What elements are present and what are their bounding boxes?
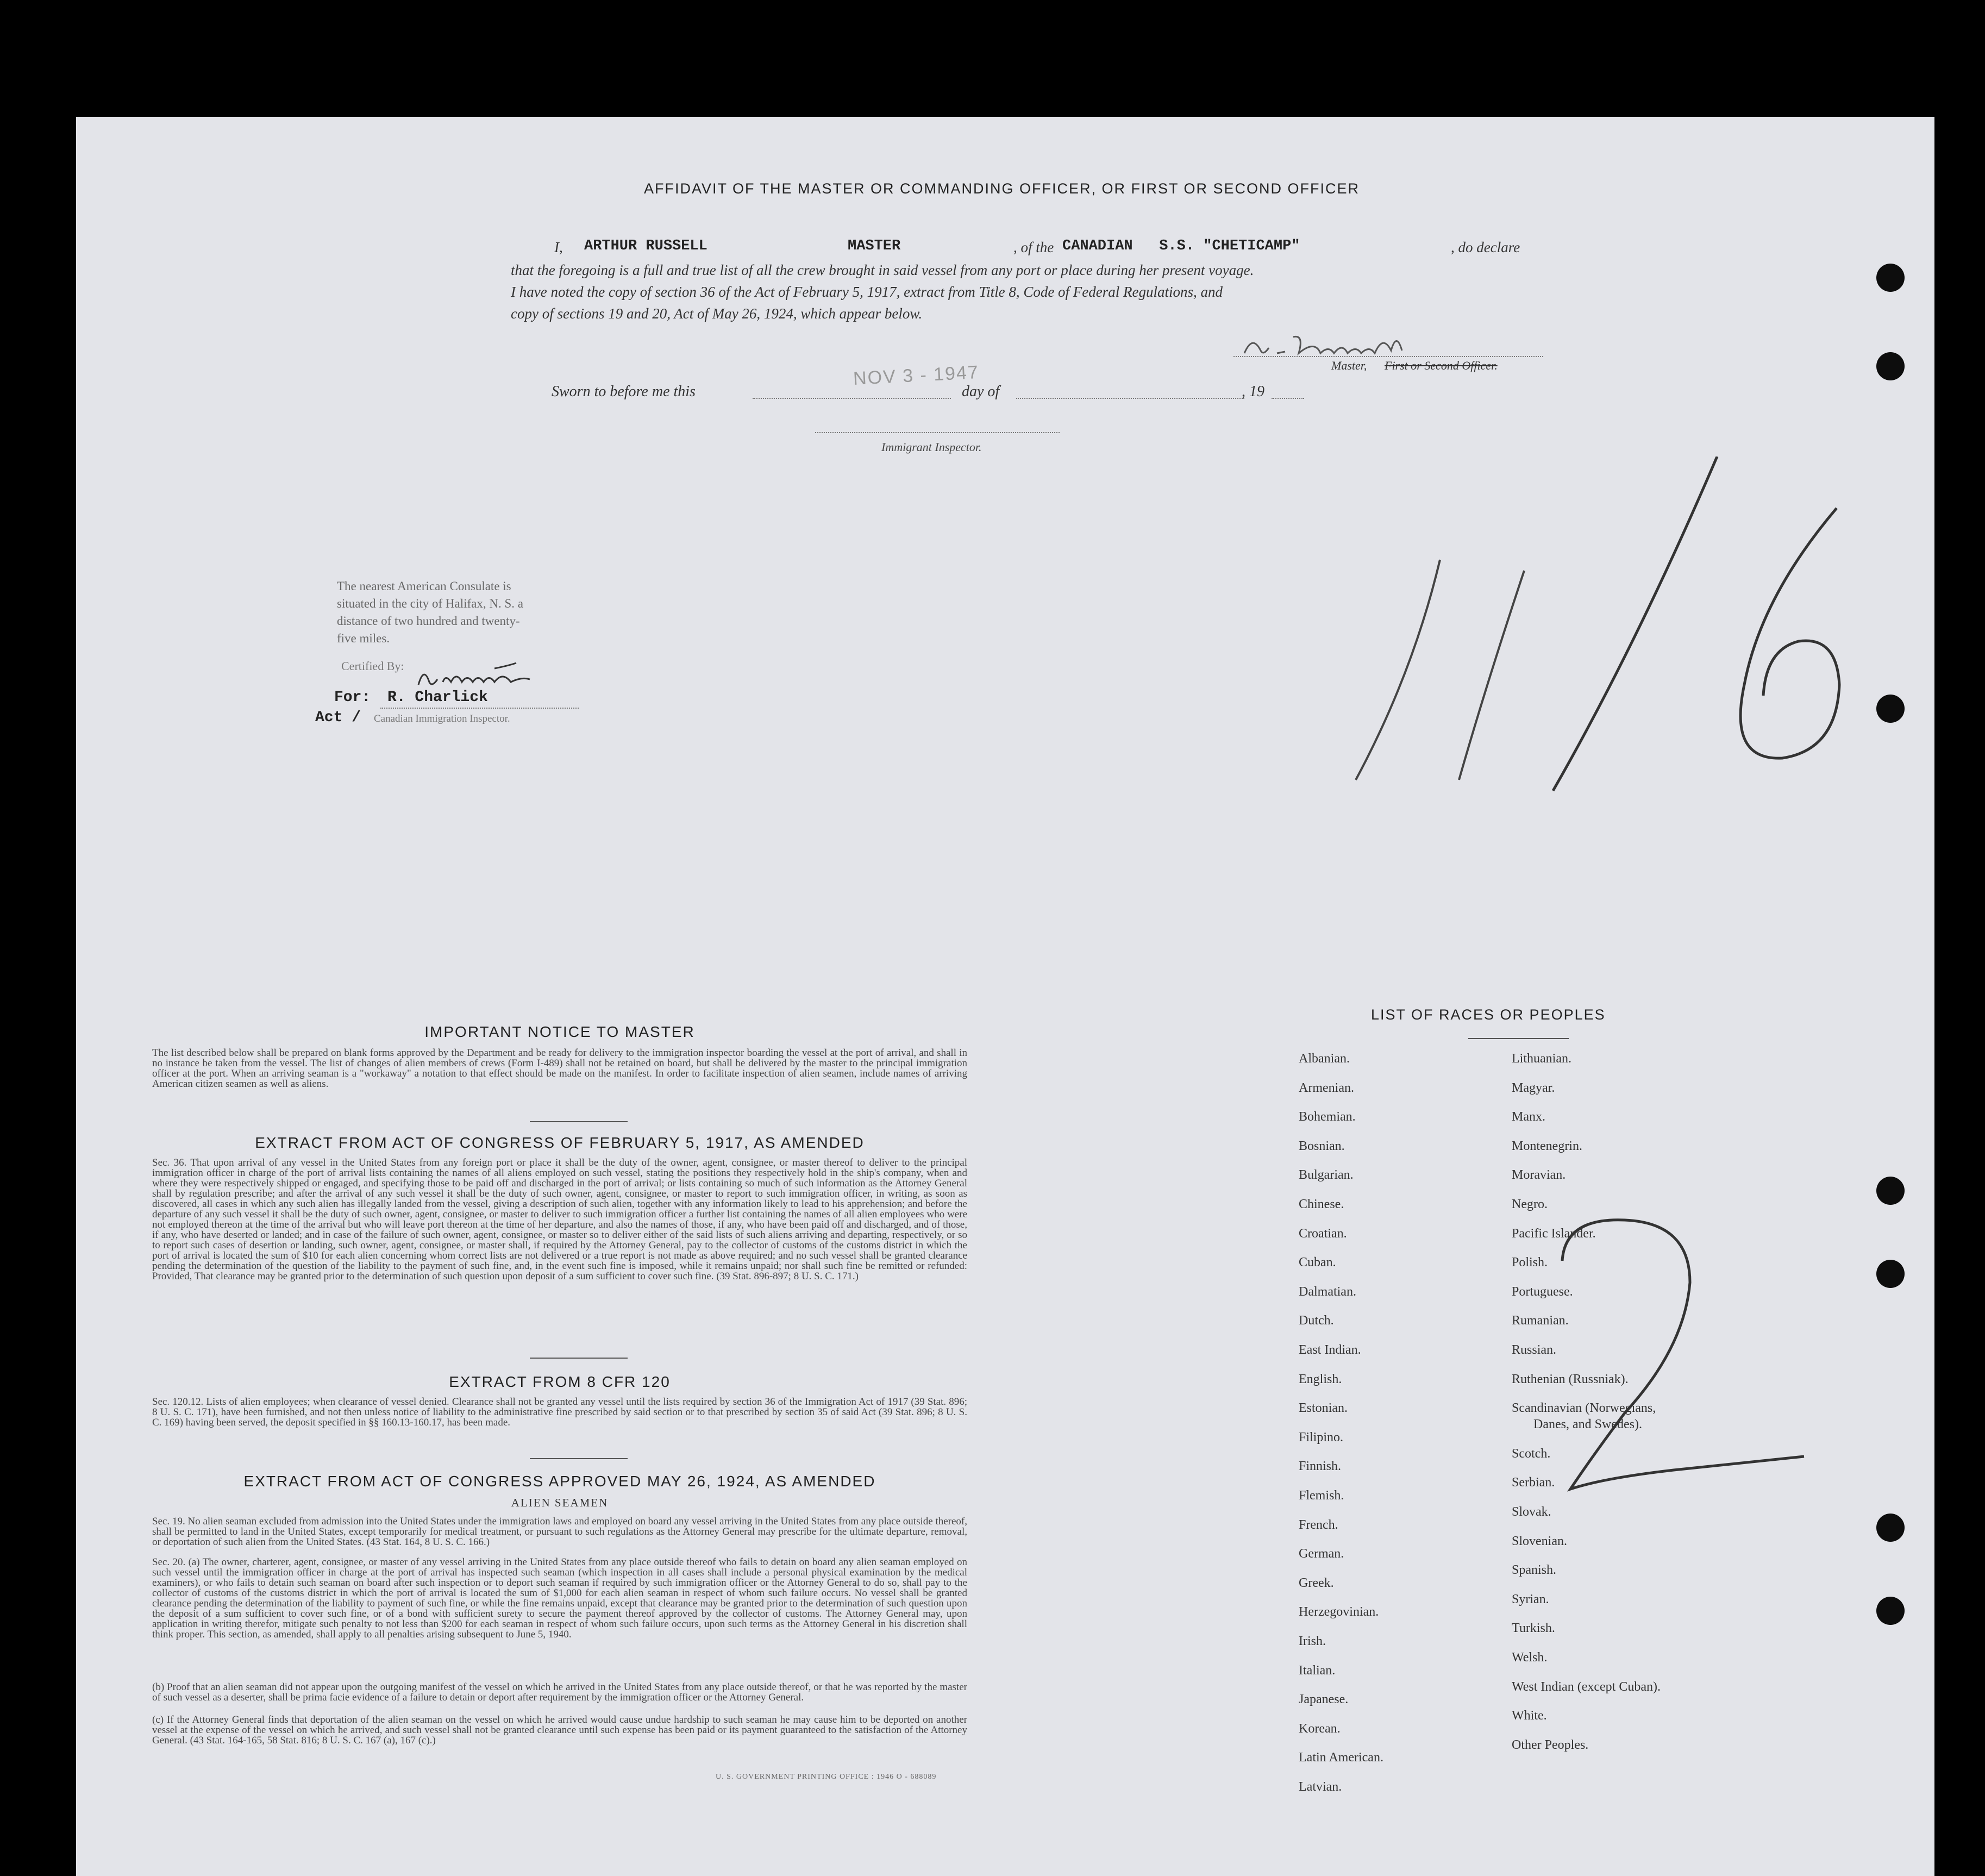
binder-hole [1876,264,1905,292]
race-list-item: Bohemian. [1299,1110,1356,1124]
race-list-item: Bosnian. [1299,1139,1345,1153]
race-list-item: Montenegrin. [1512,1139,1582,1153]
race-list-item: French. [1299,1517,1338,1532]
race-list-item: Danes, and Swedes). [1533,1417,1642,1432]
extract-8cfr-body: Sec. 120.12. Lists of alien employees; when clearance of vessel denied. Clearance shall not be granted any vessel until the lists required by section 36 of the Immigration Act of 1917 (39 Stat. 896; 8 U. S. C. 171), have been furnished, and not then unless notice of liability to the administrative fine prescribed by said section or to that prescribed by section 35 of said Act (39 Stat. 896; 8 U. S. C. 169) having been served, the deposit specified in §§ 160.13-160.17, has been made. [152,1396,967,1428]
race-list-item: Japanese. [1299,1692,1349,1707]
race-list-item: Welsh. [1512,1650,1548,1665]
race-list-item: Scandinavian (Norwegians, [1512,1401,1656,1416]
race-list-item: Greek. [1299,1575,1334,1590]
vessel-name: CANADIAN S.S. "CHETICAMP" [1062,238,1300,254]
race-list-item: Chinese. [1299,1197,1344,1211]
divider [1468,1038,1569,1039]
struck-officer-label: First or Second Officer. [1385,359,1498,372]
extract-1924-title: EXTRACT FROM ACT OF CONGRESS APPROVED MAY 26, 1924, AS AMENDED [243,1473,876,1490]
race-list-item: Pacific Islander. [1512,1226,1596,1241]
handwritten-number [1348,457,1858,826]
inspector-label: Immigrant Inspector. [881,440,982,454]
race-list-item: Latin American. [1299,1750,1383,1765]
race-list-item: Finnish. [1299,1459,1342,1474]
sec20c-body: (c) If the Attorney General finds that deportation of the alien seaman on the vessel on which he arrived would cause undue hardship to such seaman he may cause him to be deported on another vessel at the expense of the vessel on which he arrived, and such vessel shall not be granted clearance until such expense has been paid or its payment guaranteed to the satisfaction of the Attorney General. (43 Stat. 164-165, 58 Stat. 816; 8 U. S. C. 167 (a), 167 (c).) [152,1714,967,1746]
race-list-item: Dutch. [1299,1314,1334,1328]
do-declare-label: , do declare [1451,239,1520,255]
sworn-label: Sworn to before me this [552,383,696,400]
race-list-item: Rumanian. [1512,1314,1569,1328]
race-list-item: Magyar. [1512,1080,1555,1095]
race-list-item: Croatian. [1299,1226,1347,1241]
signature-line [1233,356,1543,357]
race-list-item: Ruthenian (Russniak). [1512,1372,1629,1386]
race-list-item: Spanish. [1512,1563,1557,1578]
binder-hole [1876,695,1905,723]
sec20a-body: Sec. 20. (a) The owner, charterer, agent, consignee, or master of any vessel arriving in the United States from any place outside thereof who fails to detain on board any alien seaman employed on such vessel until the immigration officer in charge at the port of arrival has inspected such seaman (which inspection in all cases shall include a personal physical examination by the medical examiners), or who fails to detain such seaman on board after such inspection or to deport such seaman if required by such immigration officer or the Attorney General to do so, shall pay to the collector of customs of the customs district in which the port of arrival is located the sum of $1,000 for each alien seaman in respect of whom such failure occurs. No vessel shall be granted clearance pending the determination of the liability to payment of such fine, or while the fine remains unpaid, except that clearance may be granted prior to the determination of such question upon the deposit of a sum sufficient to cover such fine, or of a bond with sufficient surety to secure the payment thereof approved by the collector of customs. The Attorney General may, upon application in writing therefor, mitigate such penalty to not less than $200 for each seaman in respect of whom such failure occurs, upon such terms as the Attorney General in his discretion shall think proper. This section, as amended, shall apply to all penalties arising subsequent to June 5, 1940. [152,1556,967,1640]
race-list-item: Negro. [1512,1197,1548,1211]
race-list-item: Latvian. [1299,1780,1342,1794]
declaration-line: copy of sections 19 and 20, Act of May 26, 1924, which appear below. [511,305,923,322]
binder-hole [1876,1514,1905,1542]
binder-hole [1876,1597,1905,1625]
officer-rank: MASTER [848,238,901,254]
affidavit-title: AFFIDAVIT OF THE MASTER OR COMMANDING OFFICER, OR FIRST OR SECOND OFFICER [644,180,1360,197]
date-line [753,398,951,399]
race-list-item: Slovak. [1512,1505,1551,1519]
race-list-item: Syrian. [1512,1592,1549,1606]
printing-office-footer: U. S. GOVERNMENT PRINTING OFFICE : 1946 O - 688089 [716,1773,937,1781]
consulate-line: situated in the city of Halifax, N. S. a [337,597,524,610]
race-list-item: Estonian. [1299,1401,1348,1416]
race-list-item: Cuban. [1299,1255,1336,1270]
inspector-name: R. Charlick [387,689,488,706]
extract-1924-subtitle: ALIEN SEAMEN [511,1496,609,1509]
race-list-item: Italian. [1299,1663,1336,1678]
consulate-note [337,578,523,647]
binder-hole [1876,1260,1905,1288]
inspector-line [815,432,1060,433]
notice-body: The list described below shall be prepared on blank forms approved by the Department and be ready for delivery to the immigration inspector boarding the vessel at the port of arrival, and shall in no instance be taken from the vessel. The list of changes of alien members of crews (Form I-489) shall not be retained on board, but shall be delivered by the master to the principal immigration officer at the port. When an arriving seaman is a "workaway" a notation to that effect should be made on the manifest. In order to facilitate inspection of alien seamen, include names of arriving American citizen seamen as well as aliens. [152,1047,967,1090]
declaration-line: that the foregoing is a full and true list of all the crew brought in said vessel from any port or place during her present voyage. [511,262,1254,278]
race-list-item: Bulgarian. [1299,1168,1354,1183]
extract-1917-body: Sec. 36. That upon arrival of any vessel in the United States from any foreign port or place it shall be the duty of the owner, agent, consignee, or master thereof to deliver to the principal immigration officer in charge of the port of arrival lists containing the names of all aliens employed on such vessel, stating the positions they respectively hold in the ship's company, when and where they were respectively shipped or engaged, and specifying those to be paid off and discharged in the port of arrival; or lists containing so much of such information as the Attorney General shall by regulation prescribe; and after the arrival of any such vessel it shall be the duty of such owner, agent, consignee, or master to report to such immigration officer, in writing, as soon as discovered, all cases in which any such alien has illegally landed from the vessel, giving a description of such alien, together with any information likely to lead to his apprehension; and before the departure of any such vessel it shall be the duty of such owner, agent, consignee, or master to deliver to such immigration officer a further list containing the names of all alien employees who were not employed thereon at the time of the arrival but who will leave port thereon at the time of her departure, and also the names of those, if any, who have been paid off and discharged, and of those, if any, who have deserted or landed; and in case of the failure of such owner, agent, consignee, or master so to deliver either of the said lists of such aliens arriving and departing, respectively, or so to report such cases of desertion or landing, such owner, agent, consignee, or master shall, if required by the Attorney General, pay to the collector of customs of the customs district in which the port of arrival is located the sum of $10 for each alien concerning whom correct lists are not delivered or a true report is not made as above required; and no such vessel shall be granted clearance pending the determination of the question of the liability to the payment of such fine, and, in the event such fine is imposed, while it remains unpaid; nor shall such fine be remitted or refunded: Provided, That clearance may be granted prior to the determination of such question upon deposit of a sum sufficient to cover such fine. (39 Stat. 896-897; 8 U. S. C. 171.) [152,1157,967,1282]
master-name: ARTHUR RUSSELL [584,238,707,254]
race-list-item: West Indian (except Cuban). [1512,1679,1661,1694]
race-list-item: Serbian. [1512,1475,1555,1490]
declaration-line: I have noted the copy of section 36 of the Act of February 5, 1917, extract from Title 8, Code of Federal Regulations, and [511,284,1223,300]
race-list-item: White. [1512,1709,1547,1723]
race-list-item: Filipino. [1299,1430,1344,1444]
race-list-item: Slovenian. [1512,1534,1567,1548]
consulate-line: distance of two hundred and twenty- [337,614,520,628]
date-stamp: NOV 3 - 1947 [853,361,980,390]
race-list-item: Armenian. [1299,1080,1354,1095]
race-list-item: Portuguese. [1512,1284,1573,1299]
race-list-item: Herzegovinian. [1299,1605,1379,1619]
divider [530,1458,628,1459]
race-list-item: English. [1299,1372,1342,1386]
consulate-line: five miles. [337,631,390,645]
sec19-body: Sec. 19. No alien seaman excluded from admission into the United States under the immigration laws and employed on board any vessel arriving in the United States from any place outside thereof, shall be permitted to land in the United States, except temporarily for medical treatment, or pursuant to such regulations as the Attorney General may prescribe for the ultimate departure, removal, or deportation of such alien from the United States. (43 Stat. 164, 8 U. S. C. 166.) [152,1516,967,1548]
binder-hole [1876,352,1905,380]
race-list-item: Polish. [1512,1255,1548,1270]
year-prefix: , 19 [1242,383,1264,400]
race-list-item: Russian. [1512,1343,1557,1357]
month-line [1016,398,1244,399]
act-label: Act / [315,709,361,726]
race-list-item: Moravian. [1512,1168,1566,1183]
race-list-item: Dalmatian. [1299,1284,1356,1299]
sec20b-body: (b) Proof that an alien seaman did not appear upon the outgoing manifest of the vessel on which he arrived in the United States from any place outside thereof, or that he was reported by the master of such vessel as a deserter, shall be prima facie evidence of a failure to detain or deport after requirement by the immigration officer or the Attorney General. [152,1681,967,1703]
certified-label: Certified By: [341,659,404,673]
canadian-inspector-label: Canadian Immigration Inspector. [374,713,510,724]
race-list-item: Korean. [1299,1721,1341,1736]
extract-8cfr-title: EXTRACT FROM 8 CFR 120 [449,1373,671,1390]
handwritten-digit [1532,1196,1815,1500]
extract-1917-title: EXTRACT FROM ACT OF CONGRESS OF FEBRUARY 5, 1917, AS AMENDED [255,1134,865,1151]
declarant-prefix: I, [554,239,563,255]
binder-hole [1876,1177,1905,1205]
race-list-item: Manx. [1512,1110,1545,1124]
race-list-item: German. [1299,1547,1344,1561]
divider [530,1121,628,1122]
race-list-item: East Indian. [1299,1343,1361,1357]
master-label: Master, [1331,359,1367,372]
day-of-label: day of [962,383,1000,400]
race-list-item: Irish. [1299,1634,1326,1648]
of-the-label: , of the [1013,239,1054,255]
race-list-item: Flemish. [1299,1489,1344,1503]
race-list-item: Scotch. [1512,1446,1551,1461]
consulate-line: The nearest American Consulate is [337,579,511,593]
race-list-item: Turkish. [1512,1621,1555,1636]
for-label: For: [334,689,371,706]
race-list-item: Lithuanian. [1512,1052,1571,1066]
race-list-item: Albanian. [1299,1052,1350,1066]
inspector-signature-line [380,708,579,709]
divider [530,1358,628,1359]
year-line [1272,398,1304,399]
notice-title: IMPORTANT NOTICE TO MASTER [424,1023,695,1040]
race-list-item: Other Peoples. [1512,1737,1589,1752]
races-title: LIST OF RACES OR PEOPLES [1371,1006,1606,1023]
